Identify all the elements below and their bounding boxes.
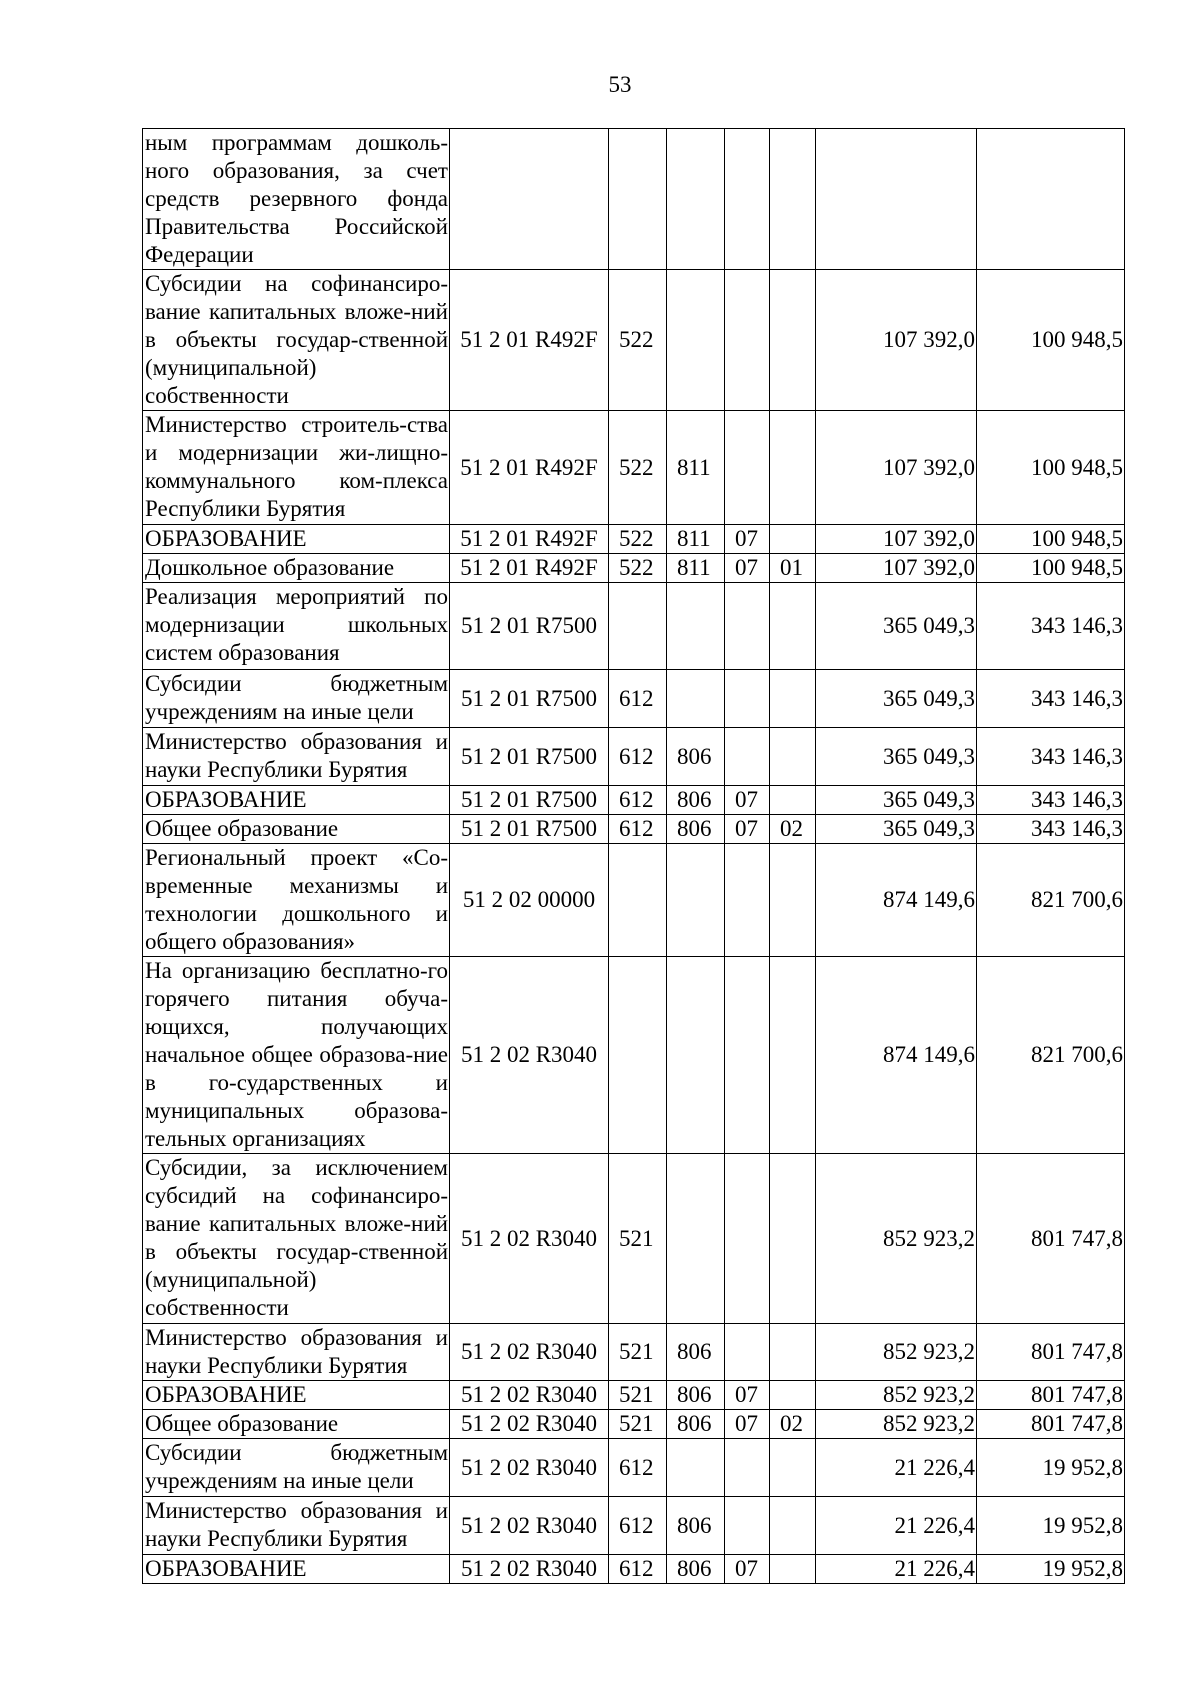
row-rz	[725, 844, 770, 957]
row-gr: 806	[667, 815, 725, 844]
row-name: На организацию бесплатно-го горячего питания обуча-ющихся, получающих начальное общее образова-ние в го-сударственных и муниципальных образова-тельных организациях	[143, 957, 450, 1154]
row-vr: 522	[609, 554, 667, 583]
row-sum-1: 21 226,4	[816, 1555, 977, 1584]
row-name: Общее образование	[143, 815, 450, 844]
row-sum-2: 343 146,3	[977, 786, 1125, 815]
row-code: 51 2 02 R3040	[450, 957, 609, 1154]
row-sum-2: 100 948,5	[977, 525, 1125, 554]
row-rz: 07	[725, 554, 770, 583]
row-sum-2: 343 146,3	[977, 670, 1125, 728]
row-vr: 521	[609, 1410, 667, 1439]
row-sum-2: 343 146,3	[977, 815, 1125, 844]
row-rz: 07	[725, 1381, 770, 1410]
row-pr	[770, 129, 816, 270]
row-pr	[770, 844, 816, 957]
table-row	[143, 1555, 1125, 1584]
row-code: 51 2 01 R492F	[450, 411, 609, 525]
table-row	[143, 129, 1125, 270]
row-name: Министерство строитель-ства и модернизации жи-лищно-коммунального ком-плекса Республики Бурятия	[143, 411, 450, 525]
row-code	[450, 129, 609, 270]
row-sum-2: 801 747,8	[977, 1154, 1125, 1324]
row-code: 51 2 02 R3040	[450, 1497, 609, 1555]
row-sum-1: 874 149,6	[816, 844, 977, 957]
row-pr	[770, 670, 816, 728]
row-sum-1: 874 149,6	[816, 957, 977, 1154]
row-code: 51 2 01 R492F	[450, 554, 609, 583]
row-gr	[667, 583, 725, 670]
row-vr	[609, 844, 667, 957]
table-row	[143, 1439, 1125, 1497]
table-row	[143, 1154, 1125, 1324]
row-name: Министерство образования и науки Республики Бурятия	[143, 1497, 450, 1555]
row-gr: 806	[667, 1324, 725, 1381]
row-vr: 612	[609, 728, 667, 786]
row-gr: 811	[667, 554, 725, 583]
row-gr	[667, 1439, 725, 1497]
row-sum-2: 343 146,3	[977, 728, 1125, 786]
table-row	[143, 583, 1125, 670]
row-vr	[609, 129, 667, 270]
row-pr: 02	[770, 1410, 816, 1439]
row-rz: 07	[725, 1555, 770, 1584]
row-code: 51 2 01 R7500	[450, 583, 609, 670]
row-sum-1: 852 923,2	[816, 1381, 977, 1410]
row-code: 51 2 01 R7500	[450, 728, 609, 786]
row-rz	[725, 728, 770, 786]
row-gr: 806	[667, 786, 725, 815]
row-sum-2: 343 146,3	[977, 583, 1125, 670]
row-gr: 806	[667, 1555, 725, 1584]
row-sum-1: 21 226,4	[816, 1439, 977, 1497]
row-sum-2: 821 700,6	[977, 957, 1125, 1154]
table-row	[143, 728, 1125, 786]
row-pr	[770, 1381, 816, 1410]
row-rz	[725, 1324, 770, 1381]
row-name: Региональный проект «Со-временные механизмы и технологии дошкольного и общего образования»	[143, 844, 450, 957]
row-sum-1: 365 049,3	[816, 670, 977, 728]
row-vr: 522	[609, 270, 667, 411]
row-vr: 612	[609, 1497, 667, 1555]
row-vr: 612	[609, 670, 667, 728]
row-code: 51 2 02 R3040	[450, 1439, 609, 1497]
row-gr: 806	[667, 728, 725, 786]
row-vr: 612	[609, 815, 667, 844]
row-pr	[770, 270, 816, 411]
row-sum-2: 19 952,8	[977, 1439, 1125, 1497]
row-gr	[667, 129, 725, 270]
row-rz	[725, 957, 770, 1154]
row-name: ным программам дошколь-ного образования, за счет средств резервного фонда Правительства Российской Федерации	[143, 129, 450, 270]
row-rz: 07	[725, 1410, 770, 1439]
row-pr	[770, 957, 816, 1154]
row-sum-2: 100 948,5	[977, 554, 1125, 583]
row-vr	[609, 957, 667, 1154]
row-pr: 02	[770, 815, 816, 844]
budget-table	[142, 128, 1125, 1584]
row-gr: 806	[667, 1410, 725, 1439]
row-sum-2: 19 952,8	[977, 1555, 1125, 1584]
row-code: 51 2 02 R3040	[450, 1154, 609, 1324]
row-code: 51 2 01 R7500	[450, 786, 609, 815]
row-code: 51 2 01 R7500	[450, 815, 609, 844]
row-rz	[725, 670, 770, 728]
table-row	[143, 1410, 1125, 1439]
row-name: Общее образование	[143, 1410, 450, 1439]
row-name: ОБРАЗОВАНИЕ	[143, 786, 450, 815]
row-pr	[770, 583, 816, 670]
table-row	[143, 815, 1125, 844]
row-code: 51 2 01 R492F	[450, 270, 609, 411]
row-sum-2: 19 952,8	[977, 1497, 1125, 1555]
table-row	[143, 1497, 1125, 1555]
row-name: Субсидии на софинансиро-вание капитальных вложе-ний в объекты государ-ственной (муниципальной) собственности	[143, 270, 450, 411]
row-pr	[770, 1555, 816, 1584]
row-vr: 522	[609, 525, 667, 554]
row-name: ОБРАЗОВАНИЕ	[143, 525, 450, 554]
row-code: 51 2 02 R3040	[450, 1410, 609, 1439]
row-pr	[770, 1497, 816, 1555]
row-rz	[725, 411, 770, 525]
table-row	[143, 1324, 1125, 1381]
row-name: ОБРАЗОВАНИЕ	[143, 1381, 450, 1410]
row-sum-1: 852 923,2	[816, 1324, 977, 1381]
row-vr: 522	[609, 411, 667, 525]
row-name: Субсидии бюджетным учреждениям на иные цели	[143, 670, 450, 728]
row-sum-2: 100 948,5	[977, 411, 1125, 525]
row-rz	[725, 1154, 770, 1324]
row-gr	[667, 844, 725, 957]
row-gr	[667, 670, 725, 728]
row-rz	[725, 1439, 770, 1497]
table-row	[143, 525, 1125, 554]
row-sum-1: 852 923,2	[816, 1154, 977, 1324]
row-gr	[667, 270, 725, 411]
row-name: Министерство образования и науки Республики Бурятия	[143, 728, 450, 786]
row-sum-1: 107 392,0	[816, 411, 977, 525]
table-row	[143, 957, 1125, 1154]
row-sum-1: 365 049,3	[816, 815, 977, 844]
row-sum-1: 365 049,3	[816, 728, 977, 786]
row-name: Реализация мероприятий по модернизации школьных систем образования	[143, 583, 450, 670]
row-code: 51 2 01 R7500	[450, 670, 609, 728]
row-rz	[725, 583, 770, 670]
row-vr	[609, 583, 667, 670]
row-vr: 521	[609, 1154, 667, 1324]
row-rz	[725, 270, 770, 411]
row-pr	[770, 1154, 816, 1324]
table-row	[143, 786, 1125, 815]
row-gr: 806	[667, 1381, 725, 1410]
row-gr	[667, 1154, 725, 1324]
table-row	[143, 554, 1125, 583]
table-row	[143, 411, 1125, 525]
row-name: Субсидии бюджетным учреждениям на иные цели	[143, 1439, 450, 1497]
row-sum-1: 21 226,4	[816, 1497, 977, 1555]
row-sum-2: 801 747,8	[977, 1381, 1125, 1410]
row-sum-2: 801 747,8	[977, 1410, 1125, 1439]
row-name: Субсидии, за исключением субсидий на софинансиро-вание капитальных вложе-ний в объекты государ-ственной (муниципальной) собственности	[143, 1154, 450, 1324]
row-gr: 806	[667, 1497, 725, 1555]
row-code: 51 2 01 R492F	[450, 525, 609, 554]
row-rz: 07	[725, 786, 770, 815]
row-gr: 811	[667, 525, 725, 554]
row-vr: 612	[609, 1439, 667, 1497]
row-vr: 612	[609, 786, 667, 815]
row-vr: 612	[609, 1555, 667, 1584]
row-pr	[770, 1324, 816, 1381]
row-pr	[770, 525, 816, 554]
row-pr	[770, 411, 816, 525]
row-rz: 07	[725, 815, 770, 844]
row-rz	[725, 129, 770, 270]
row-sum-1: 365 049,3	[816, 786, 977, 815]
row-name: ОБРАЗОВАНИЕ	[143, 1555, 450, 1584]
row-vr: 521	[609, 1324, 667, 1381]
table-row	[143, 670, 1125, 728]
row-code: 51 2 02 00000	[450, 844, 609, 957]
row-code: 51 2 02 R3040	[450, 1555, 609, 1584]
row-rz	[725, 1497, 770, 1555]
row-gr	[667, 957, 725, 1154]
row-sum-1: 107 392,0	[816, 270, 977, 411]
row-name: Дошкольное образование	[143, 554, 450, 583]
table-row	[143, 844, 1125, 957]
row-sum-1: 852 923,2	[816, 1410, 977, 1439]
row-sum-1: 365 049,3	[816, 583, 977, 670]
budget-table-body	[143, 129, 1125, 1584]
row-vr: 521	[609, 1381, 667, 1410]
row-sum-2: 821 700,6	[977, 844, 1125, 957]
row-pr: 01	[770, 554, 816, 583]
row-gr: 811	[667, 411, 725, 525]
row-pr	[770, 786, 816, 815]
row-code: 51 2 02 R3040	[450, 1324, 609, 1381]
row-code: 51 2 02 R3040	[450, 1381, 609, 1410]
row-pr	[770, 1439, 816, 1497]
row-sum-2	[977, 129, 1125, 270]
table-row	[143, 1381, 1125, 1410]
row-rz: 07	[725, 525, 770, 554]
row-name: Министерство образования и науки Республики Бурятия	[143, 1324, 450, 1381]
table-row	[143, 270, 1125, 411]
row-sum-1: 107 392,0	[816, 554, 977, 583]
row-sum-2: 100 948,5	[977, 270, 1125, 411]
row-sum-1: 107 392,0	[816, 525, 977, 554]
page-number: 53	[608, 72, 632, 97]
row-pr	[770, 728, 816, 786]
row-sum-2: 801 747,8	[977, 1324, 1125, 1381]
row-sum-1	[816, 129, 977, 270]
